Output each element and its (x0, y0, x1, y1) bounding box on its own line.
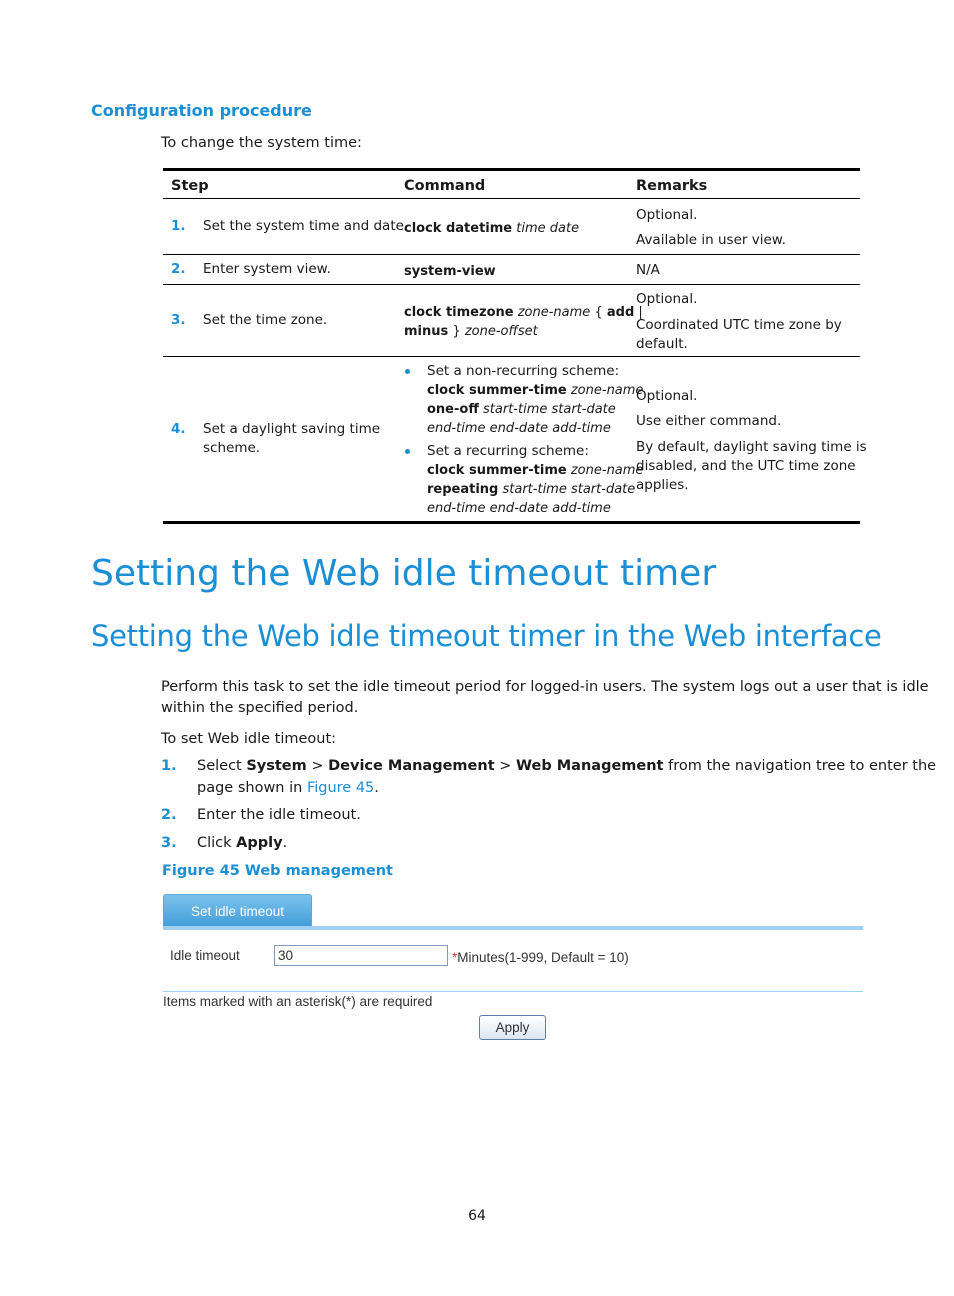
subsection-title: Setting the Web idle timeout timer in the Web interface (91, 619, 882, 653)
remarks-line: Optional. (636, 207, 698, 223)
step-text: Set the time zone. (203, 312, 328, 328)
row-number: 4. (171, 421, 186, 437)
paragraph: To set Web idle timeout: (161, 731, 337, 747)
apply-button[interactable]: Apply (479, 1015, 546, 1040)
paragraph-line: within the specified period. (161, 700, 359, 716)
step-number: 2. (161, 807, 177, 823)
header-remarks: Remarks (636, 178, 708, 194)
command-line: repeating start-time start-date (427, 482, 636, 497)
idle-timeout-hint: *Minutes(1-999, Default = 10) (452, 950, 629, 965)
remarks-line: N/A (636, 262, 660, 278)
required-note: Items marked with an asterisk(*) are required (163, 994, 433, 1009)
step-text: Set a daylight saving time (203, 421, 381, 437)
step-number: 3. (161, 835, 177, 851)
step-text: Set the system time and date. (203, 218, 409, 234)
row-number: 3. (171, 312, 186, 328)
step-text: Enter the idle timeout. (197, 807, 361, 823)
step-text: scheme. (203, 440, 261, 456)
bullet-label: Set a recurring scheme: (427, 443, 589, 459)
command-line: clock timezone zone-name { add | (404, 305, 643, 320)
step-text: Click Apply. (197, 835, 288, 851)
header-command: Command (404, 178, 486, 194)
command-text: system-view (404, 264, 496, 279)
command-line: end-time end-date add-time (427, 421, 611, 436)
command-line: clock summer-time zone-name (427, 383, 644, 398)
section-heading: Configuration procedure (91, 101, 312, 120)
tab-set-idle-timeout[interactable]: Set idle timeout (163, 894, 312, 929)
tab-bar (163, 926, 863, 930)
bullet-icon (405, 369, 410, 374)
form-divider (163, 991, 863, 992)
command-line: end-time end-date add-time (427, 501, 611, 516)
command-text: clock datetime time date (404, 221, 580, 236)
page-title: Setting the Web idle timeout timer (91, 553, 717, 594)
remarks-line: Optional. (636, 388, 698, 404)
row-number: 2. (171, 261, 186, 277)
row-rule (163, 254, 860, 255)
remarks-line: Available in user view. (636, 232, 786, 248)
page-number: 64 (468, 1208, 486, 1224)
paragraph-line: Perform this task to set the idle timeout period for logged-in users. The system logs out a user that is idle (161, 679, 929, 695)
remarks-line: applies. (636, 477, 689, 493)
step-text: Enter system view. (203, 261, 331, 277)
remarks-line: disabled, and the UTC time zone (636, 458, 856, 474)
remarks-line: Optional. (636, 291, 698, 307)
idle-timeout-input[interactable]: 30 (274, 945, 448, 966)
command-line: minus } zone-offset (404, 324, 538, 339)
intro-text: To change the system time: (161, 135, 362, 151)
figure-caption: Figure 45 Web management (162, 863, 393, 879)
row-number: 1. (171, 218, 186, 234)
command-line: one-off start-time start-date (427, 402, 616, 417)
required-asterisk: * (452, 950, 458, 965)
header-step: Step (171, 178, 209, 194)
step-number: 1. (161, 758, 177, 774)
row-rule (163, 284, 860, 285)
bullet-icon (405, 449, 410, 454)
remarks-line: Use either command. (636, 413, 782, 429)
bullet-label: Set a non-recurring scheme: (427, 363, 620, 379)
step-text: Select System > Device Management > Web Management from the navigation tree to enter the (197, 758, 937, 774)
step-text: page shown in Figure 45. (197, 780, 379, 796)
header-rule (163, 198, 860, 199)
command-line: clock summer-time zone-name (427, 463, 644, 478)
remarks-line: default. (636, 336, 688, 352)
table-top-rule (163, 168, 860, 171)
idle-timeout-label: Idle timeout (170, 948, 240, 963)
figure-link[interactable]: Figure 45 (306, 780, 375, 796)
table-bottom-rule (163, 521, 860, 524)
remarks-line: Coordinated UTC time zone by (636, 317, 842, 333)
remarks-line: By default, daylight saving time is (636, 439, 867, 455)
row-rule (163, 356, 860, 357)
